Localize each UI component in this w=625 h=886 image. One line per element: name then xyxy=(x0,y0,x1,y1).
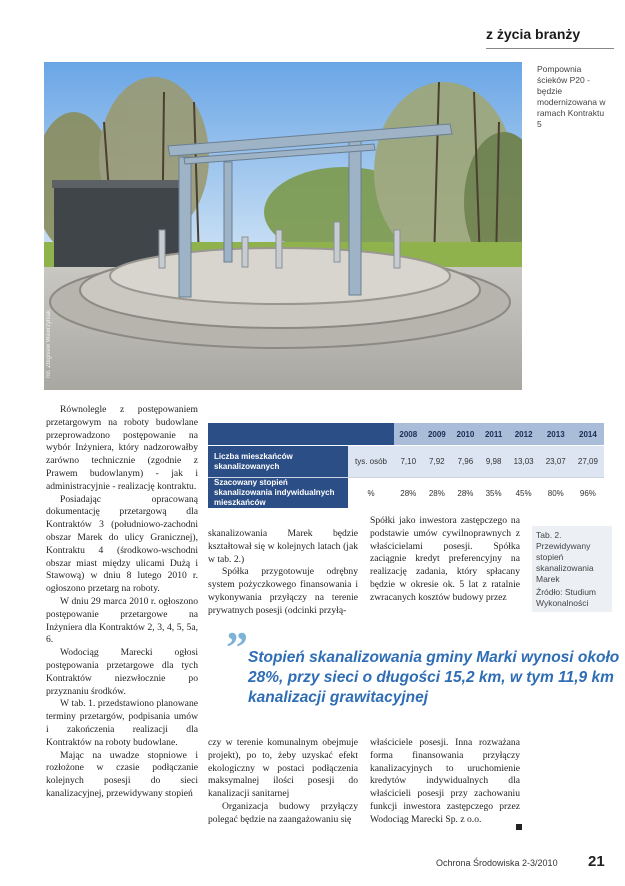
table-cell: 45% xyxy=(508,478,540,509)
column-2-top xyxy=(208,528,358,618)
table-cell: 35% xyxy=(480,478,508,509)
year-cell: 2014 xyxy=(572,423,604,446)
paragraph: Spółka przygotowuje odrębny system pożyczkowego finansowania i wykonywania przyłączy na terenie prywatnych posesji (odcinki przyłą- xyxy=(208,566,358,616)
data-table xyxy=(208,423,604,507)
paragraph: W tab. 1. przedstawiono planowane terminy przetargów, podpisania umów i zakończenia realizacji dla Kontraktów na roboty budowlane. xyxy=(46,698,198,748)
paragraph: Posiadając opracowaną dokumentację przetargową dla Kontraktów 3 (południowo-zachodni obszar Marek do ulicy Granicznej), Kontraktu 4 (środkowo-wschodni obszar miast między ulicami Dużą i Stawową) w dniu 8 lutego 2010 r. ogłoszono przetarg na roboty. xyxy=(46,493,198,595)
year-cell: 2012 xyxy=(508,423,540,446)
journal-footer: Ochrona Środowiska 2-3/2010 xyxy=(436,858,558,868)
year-cell: 2010 xyxy=(451,423,480,446)
row-label: Szacowany stopień skanalizowania indywidualnych mieszkańców xyxy=(208,478,348,509)
photo-pump-station xyxy=(44,62,522,390)
column-1 xyxy=(46,404,198,801)
column-2-bottom xyxy=(208,737,358,827)
table-cell: 23,07 xyxy=(540,446,572,478)
column-3-bottom xyxy=(370,737,520,827)
table-cell: 28% xyxy=(394,478,423,509)
table-row xyxy=(208,478,604,509)
table-cell: 9,98 xyxy=(480,446,508,478)
paragraph: Równolegle z postępowaniem przetargowym na roboty budowlane przeprowadzono postępowanie na wybór Inżyniera, który nadzorowałby zarówno technicznie (zgodnie z Prawem budowlanym) - jak i administracyjnie - realizację kontraktu. xyxy=(46,404,198,492)
row-unit: tys. osób xyxy=(348,446,394,478)
table-cell: 7,10 xyxy=(394,446,423,478)
paragraph: Wodociąg Marecki ogłosi postępowania przetargowe dla tych Kontraktów niezwłocznie po przyznaniu środków. xyxy=(46,647,198,697)
year-cell: 2013 xyxy=(540,423,572,446)
section-label: z życia branży xyxy=(486,26,581,42)
paragraph: Spółki jako inwestora zastępczego na podstawie umów cywilnoprawnych z właścicielami posesji. Spółka zaciągnie kredyt preferencyjny na realizację zadania, który spłacany będzie w okresie ok. 5 lat z ratalnie zwracanych kosztów budowy przez xyxy=(370,515,520,603)
paragraph: skanalizowania Marek będzie kształtował się w kolejnych latach (jak w tab. 2.) xyxy=(208,528,358,565)
photo-caption: Pompownia ścieków P20 - będzie modernizowana w ramach Kontraktu 5 xyxy=(537,64,606,129)
table-cell: 80% xyxy=(540,478,572,509)
paragraph: Mając na uwadze stopniowe i rozłożone w czasie podłączanie kolejnych posesji do sieci kanalizacyjnej, przewidywany stopień xyxy=(46,749,198,799)
table-header-row xyxy=(208,423,604,446)
table-caption xyxy=(536,530,610,609)
page-number: 21 xyxy=(588,853,605,870)
year-cell: 2008 xyxy=(394,423,423,446)
table-cell: 28% xyxy=(423,478,452,509)
table-caption-title: Tab. 2. Przewidywany stopień skanalizowania Marek xyxy=(536,530,594,584)
year-cell: 2009 xyxy=(423,423,452,446)
table-cell: 7,92 xyxy=(423,446,452,478)
paragraph: Organizacja budowy przyłączy polegać będzie na zaangażowaniu się xyxy=(208,800,358,825)
table-cell: 27,09 xyxy=(572,446,604,478)
table-cell: 13,03 xyxy=(508,446,540,478)
table-caption-source: Źródło: Studium Wykonalności xyxy=(536,587,596,608)
header-rule xyxy=(486,48,614,49)
photo-illustration xyxy=(44,62,522,390)
paragraph: właściciele posesji. Inna rozważana forma finansowania przyłączy kanalizacyjnych to uruchomienie kredytów indywidualnych dla właścicieli posesji przy zachowaniu funkcji inwestora zastępczego przez Wodociąg Marecki Sp. z o.o. xyxy=(370,737,520,825)
end-of-article-mark xyxy=(516,824,522,830)
row-unit: % xyxy=(348,478,394,509)
table-row xyxy=(208,446,604,478)
quote-mark-icon: ” xyxy=(226,623,248,672)
paragraph: W dniu 29 marca 2010 r. ogłoszono postępowanie przetargowe na Inżyniera dla Kontraktów 2, 3, 4, 5, 5a, 6. xyxy=(46,595,198,646)
pull-quote: Stopień skanalizowania gminy Marki wynosi około 28%, przy sieci o długości 15,2 km, w tym 11,9 km kanalizacji grawitacyjnej xyxy=(248,649,620,706)
year-cell: 2011 xyxy=(480,423,508,446)
photo-credit: fot. Zbigniew Wawrzyniak xyxy=(46,310,52,378)
table-cell: 28% xyxy=(451,478,480,509)
paragraph: czy w terenie komunalnym obejmuje projekt), po to, żeby uzyskać efekt ekologiczny w postaci podłączenia maksymalnej ilości posesji do kanalizacji sanitarnej xyxy=(208,737,358,800)
row-label: Liczba mieszkańców skanalizowanych xyxy=(208,446,348,478)
table-cell: 96% xyxy=(572,478,604,509)
table-cell: 7,96 xyxy=(451,446,480,478)
column-3-top xyxy=(370,515,520,605)
